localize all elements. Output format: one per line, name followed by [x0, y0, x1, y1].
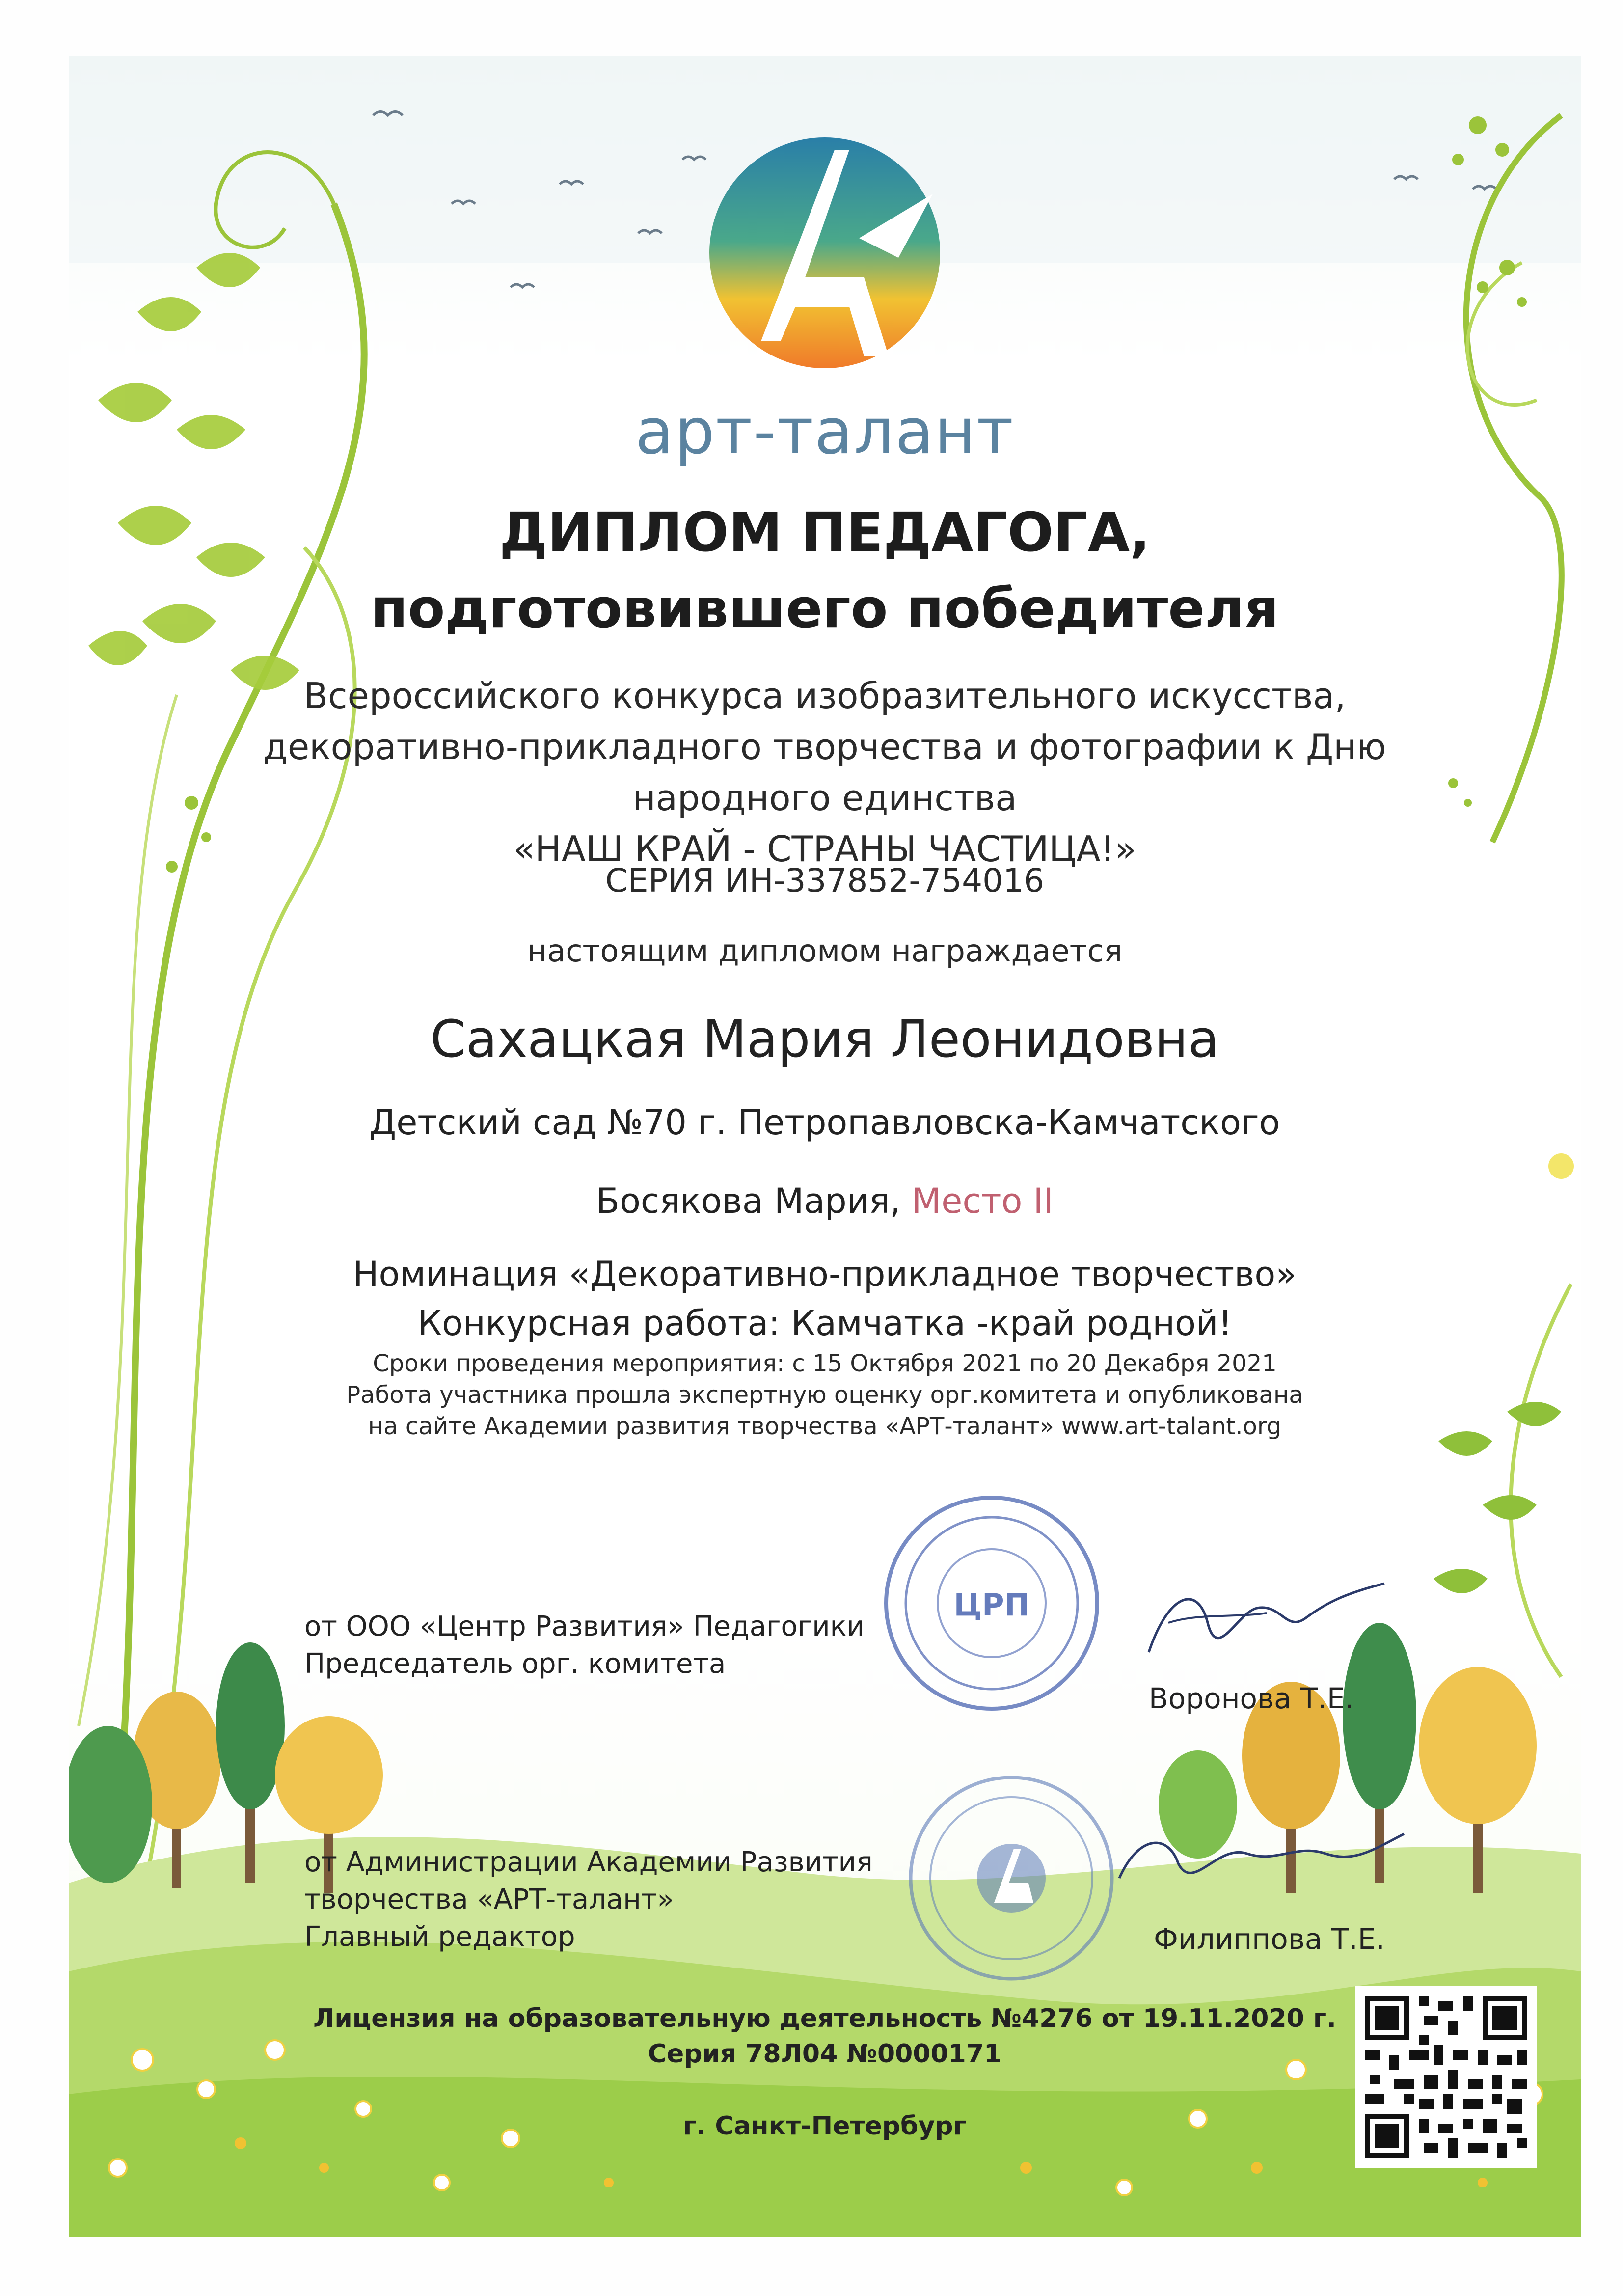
student-name: Босякова Мария, — [596, 1181, 901, 1221]
qr-code-icon — [1355, 1986, 1537, 2168]
event-dates: Сроки проведения мероприятия: с 15 Октября 2021 по 20 Декабря 2021 — [373, 1350, 1277, 1377]
signer-role: Главный редактор — [304, 1921, 575, 1953]
contest-name: «НАШ КРАЙ - СТРАНЫ ЧАСТИЦА!» — [513, 828, 1136, 870]
recipient-name: Сахацкая Мария Леонидовна — [430, 1009, 1219, 1069]
brand-name: арт-талант — [635, 395, 1014, 468]
diploma-sheet — [69, 56, 1581, 2237]
signature-filippova-icon — [1109, 1804, 1414, 1913]
event-info — [69, 1348, 1581, 1442]
signer-role: Председатель орг. комитета — [304, 1648, 726, 1680]
recipient-organization: Детский сад №70 г. Петропавловска-Камчатского — [369, 1102, 1280, 1143]
work-title: Конкурсная работа: Камчатка -край родной! — [417, 1303, 1232, 1343]
stamp-art-talant-icon — [903, 1770, 1119, 1986]
signer-org: от Администрации Академии Развития — [304, 1846, 873, 1878]
art-talant-logo-icon — [702, 130, 947, 376]
contest-line: народного единства — [632, 777, 1017, 819]
signature-block-2 — [304, 1844, 873, 1956]
stamp-crp-icon — [879, 1490, 1105, 1716]
event-website: на сайте Академии развития творчества «АРТ-талант» www.art-talant.org — [368, 1413, 1282, 1440]
city: г. Санкт-Петербург — [683, 2111, 967, 2141]
signer-name-1: Воронова Т.Е. — [1149, 1682, 1354, 1715]
signer-org-cont: творчества «АРТ-талант» — [304, 1884, 674, 1915]
license-series: Серия 78Л04 №0000171 — [648, 2039, 1002, 2069]
signer-name-2: Филиппова Т.Е. — [1154, 1922, 1385, 1956]
contest-description — [69, 670, 1581, 875]
awarded-text: настоящим дипломом награждается — [527, 933, 1123, 969]
license-number: Лицензия на образовательную деятельность №4276 от 19.11.2020 г. — [313, 2004, 1336, 2033]
contest-line: декоративно-прикладного творчества и фотографии к Дню — [263, 726, 1386, 767]
license-info — [69, 2001, 1581, 2072]
diploma-title: ДИПЛОМ ПЕДАГОГА, — [499, 501, 1150, 564]
signature-voronova-icon — [1139, 1564, 1394, 1682]
winner-line — [69, 1181, 1581, 1221]
series-number: СЕРИЯ ИН-337852-754016 — [605, 862, 1045, 900]
event-note: Работа участника прошла экспертную оценку орг.комитета и опубликована — [346, 1381, 1303, 1409]
diploma-subtitle: подготовившего победителя — [370, 577, 1279, 640]
nomination-block — [69, 1250, 1581, 1348]
place-badge: Место II — [911, 1181, 1054, 1221]
stamp-text: ЦРП — [953, 1587, 1030, 1623]
nomination-line: Номинация «Декоративно-прикладное творчество» — [352, 1254, 1297, 1294]
signer-org: от ООО «Центр Развития» Педагогики — [304, 1611, 865, 1642]
contest-line: Всероссийского конкурса изобразительного искусства, — [303, 675, 1346, 716]
signature-block-1 — [304, 1608, 865, 1683]
